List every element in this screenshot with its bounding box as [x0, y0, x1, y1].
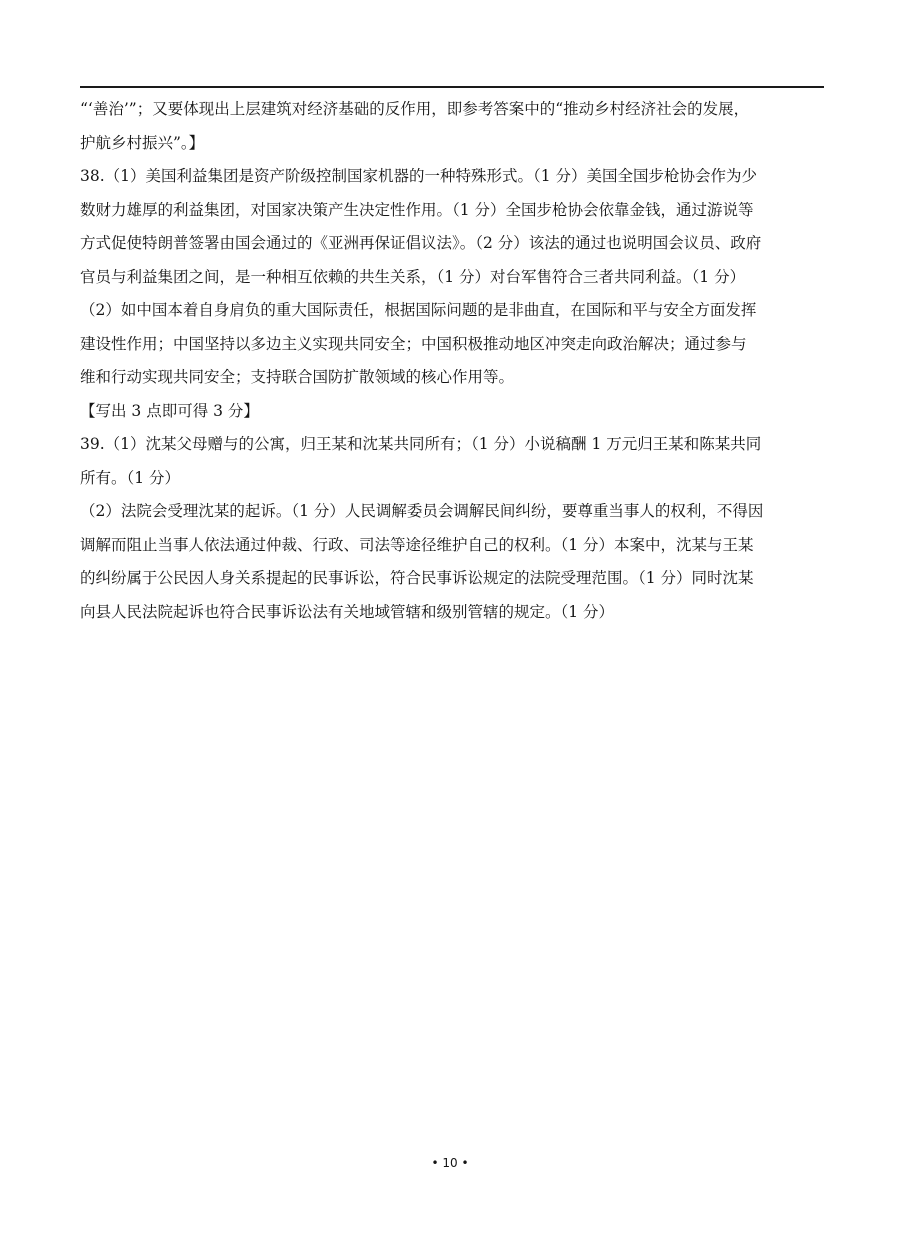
- text-line: 维和行动实现共同安全；支持联合国防扩散领域的核心作用等。: [80, 368, 515, 386]
- header-rule: [80, 86, 824, 88]
- text-line: 官员与利益集团之间，是一种相互依赖的共生关系，（1 分）对台军售符合三者共同利益。（1 分）: [80, 267, 746, 286]
- text-line: 护航乡村振兴”。】: [80, 133, 205, 152]
- scoring-note: 【写出 3 点即可得 3 分】: [80, 401, 259, 420]
- text-line: 数财力雄厚的利益集团，对国家决策产生决定性作用。（1 分）全国步枪协会依靠金钱，通过游说等: [80, 200, 754, 219]
- text-line: “‘善治’”；又要体现出上层建筑对经济基础的反作用，即参考答案中的“推动乡村经济社会的发展，: [80, 100, 750, 118]
- question-39-part-2: （2）法院会受理沈某的起诉。（1 分）人民调解委员会调解民间纠纷，要尊重当事人的权利，不得因: [80, 502, 764, 520]
- page-number: • 10 •: [431, 1156, 469, 1170]
- question-38-part-2: （2）如中国本着自身肩负的重大国际责任，根据国际问题的是非曲直，在国际和平与安全方面发挥: [80, 301, 757, 319]
- text-line: 调解而阻止当事人依法通过仲裁、行政、司法等途径维护自己的权利。（1 分）本案中，沈某与王某: [80, 535, 754, 554]
- text-line: 方式促使特朗普签署由国会通过的《亚洲再保证倡议法》。（2 分）该法的通过也说明国会议员、政府: [80, 234, 762, 252]
- answer-text-block: [80, 93, 824, 629]
- question-39-part-1: 39.（1）沈某父母赠与的公寓，归王某和沈某共同所有；（1 分）小说稿酬 1 万元归王某和陈某共同: [80, 435, 762, 453]
- text-line: 建设性作用；中国坚持以多边主义实现共同安全；中国积极推动地区冲突走向政治解决；通过参与: [80, 334, 747, 353]
- question-38-part-1: 38.（1）美国利益集团是资产阶级控制国家机器的一种特殊形式。（1 分）美国全国步枪协会作为少: [80, 167, 758, 185]
- text-line: 向县人民法院起诉也符合民事诉讼法有关地域管辖和级别管辖的规定。（1 分）: [80, 602, 615, 621]
- text-line: 所有。（1 分）: [80, 468, 181, 487]
- text-line: 的纠纷属于公民因人身关系提起的民事诉讼，符合民事诉讼规定的法院受理范围。（1 分）同时沈某: [80, 569, 754, 587]
